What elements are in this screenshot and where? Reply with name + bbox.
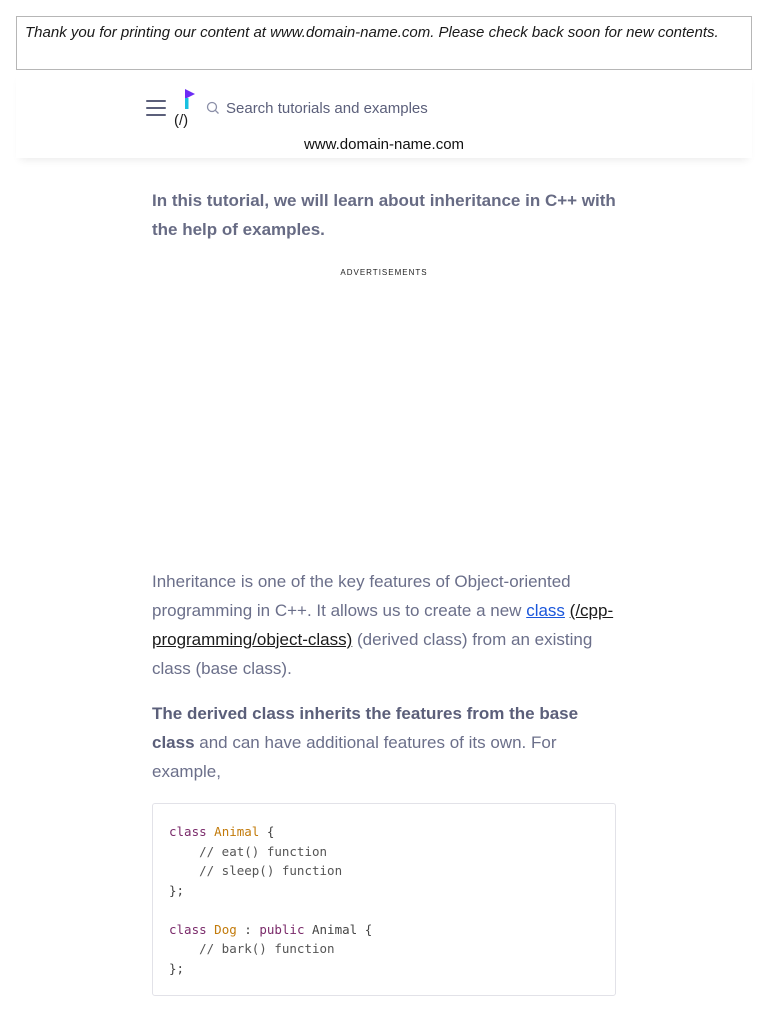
code-keyword: class bbox=[169, 921, 207, 937]
code-block bbox=[152, 803, 616, 996]
paragraph-derived bbox=[152, 699, 616, 786]
search-input[interactable] bbox=[226, 96, 586, 120]
intro-section bbox=[152, 186, 616, 244]
code-comment: // eat() function bbox=[169, 843, 328, 859]
paragraph2-rest: and can have additional features of its own. For example, bbox=[152, 733, 557, 781]
code-text: { bbox=[259, 824, 275, 839]
menu-icon[interactable] bbox=[146, 100, 166, 116]
paragraph1-before: Inheritance is one of the key features of Object-oriented programming in C++. It allows us to create a new bbox=[152, 572, 571, 620]
logo-icon bbox=[182, 88, 198, 110]
print-banner bbox=[16, 16, 752, 70]
logo-link[interactable] bbox=[174, 88, 204, 132]
code-comment: // sleep() function bbox=[169, 863, 343, 878]
paragraph2-bold: The derived class inherits the features from the base class bbox=[152, 704, 579, 752]
class-link[interactable]: class bbox=[526, 601, 565, 620]
code-comment: // bark() function bbox=[169, 941, 335, 956]
code-keyword: class bbox=[169, 824, 207, 839]
code-text: }; bbox=[169, 882, 185, 898]
code-keyword: public bbox=[259, 921, 305, 937]
search-icon bbox=[206, 101, 220, 115]
class-link-path[interactable]: (/cpp-programming/object-class) bbox=[152, 601, 614, 649]
paragraph-inheritance bbox=[152, 567, 616, 683]
code-text: }; bbox=[169, 960, 185, 976]
site-header bbox=[16, 70, 752, 158]
code-text: Animal { bbox=[304, 921, 373, 937]
code-class-name: Dog bbox=[214, 921, 237, 937]
logo-text: (/) bbox=[174, 112, 189, 129]
code-text: : bbox=[236, 921, 260, 937]
advertisements-label: ADVERTISEMENTS bbox=[340, 268, 428, 277]
paragraph1-after: (derived class) from an existing class (base class). bbox=[152, 630, 593, 678]
domain-label: www.domain-name.com bbox=[303, 136, 465, 153]
print-banner-text: Thank you for printing our content at www.domain-name.com. Please check back soon for new contents. bbox=[25, 24, 719, 41]
intro-text: In this tutorial, we will learn about inheritance in C++ with the help of examples. bbox=[152, 191, 616, 239]
code-class-name: Animal bbox=[214, 824, 260, 839]
